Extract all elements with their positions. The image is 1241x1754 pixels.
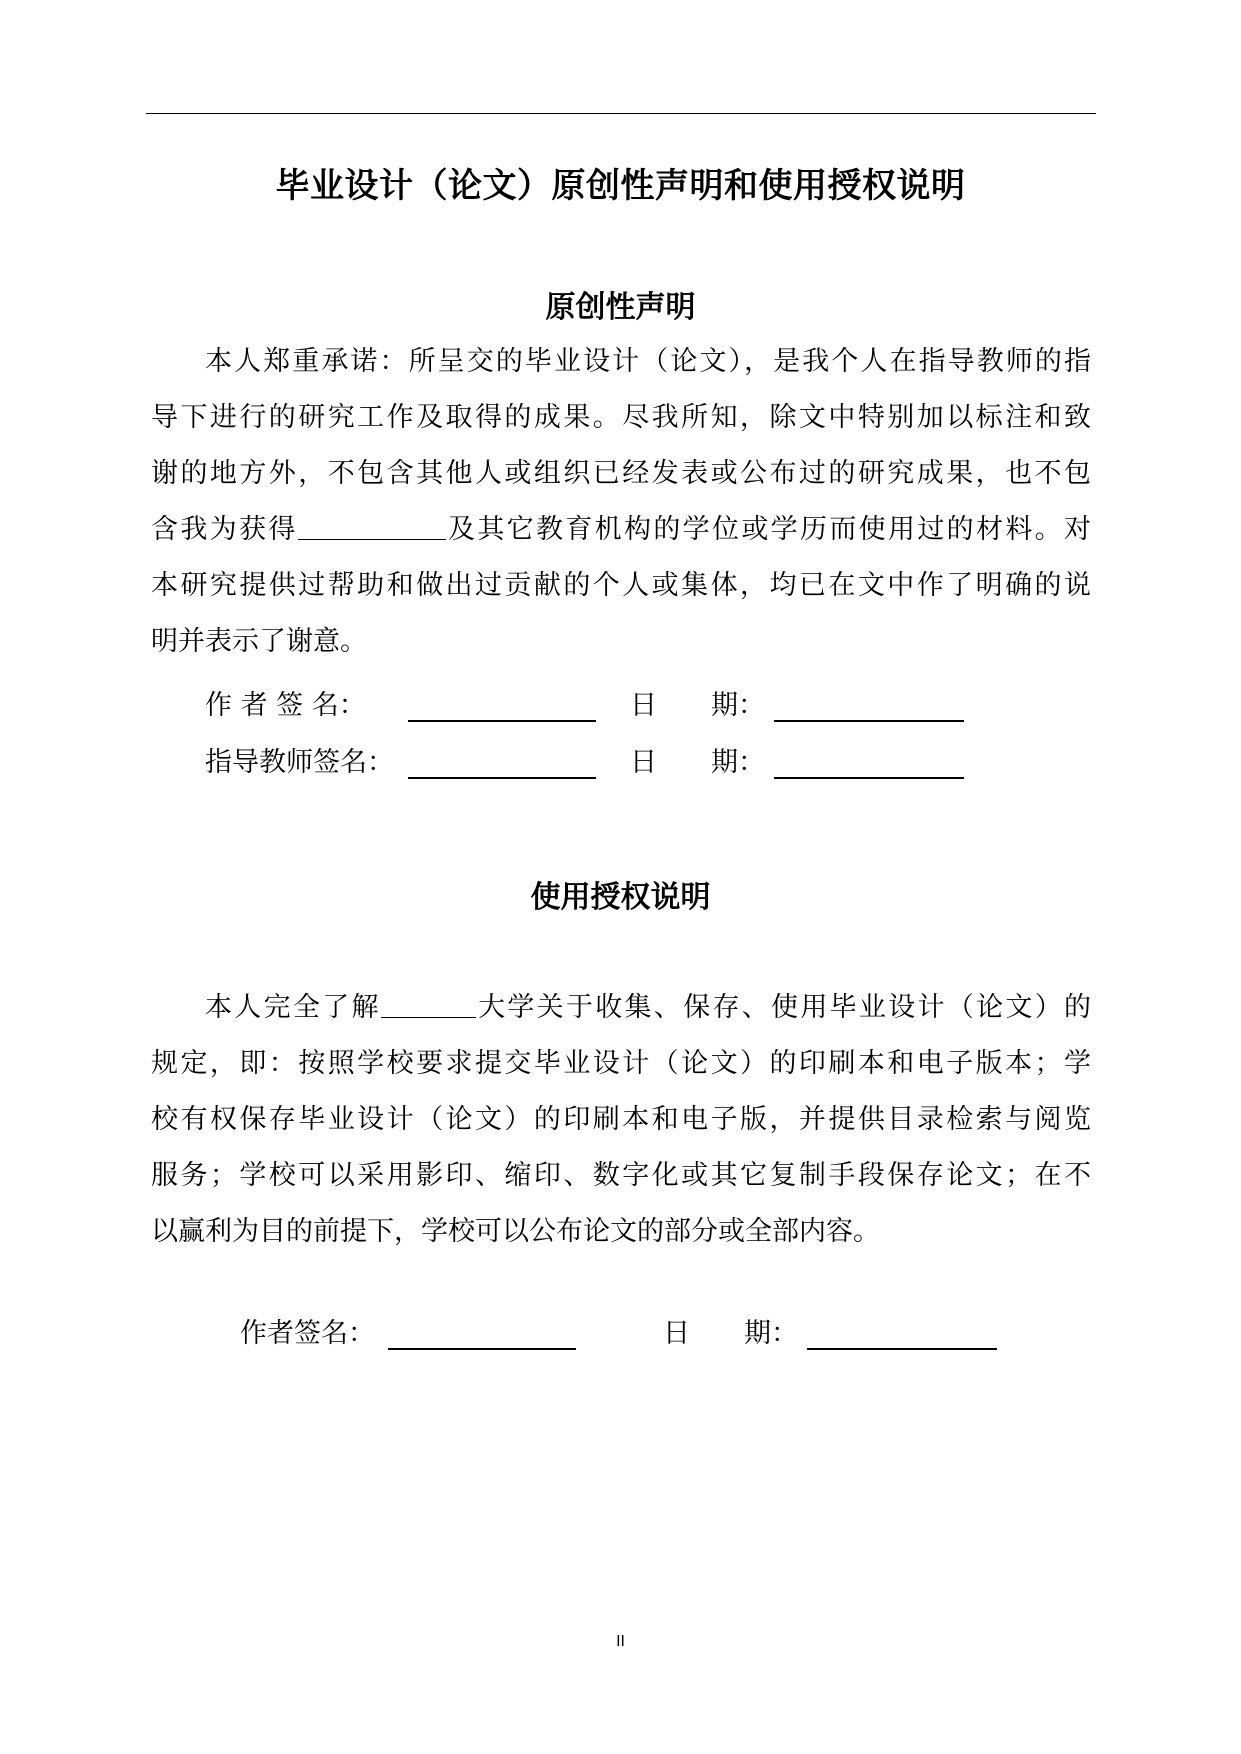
institution-blank[interactable] xyxy=(298,513,446,540)
originality-line-3: 谢的地方外，不包含其他人或组织已经发表或公布过的研究成果，也不包 xyxy=(151,458,1091,489)
authorization-line-1 xyxy=(151,980,1091,1036)
authorization-line-2: 规定，即：按照学校要求提交毕业设计（论文）的印刷本和电子版本；学 xyxy=(151,1048,1091,1079)
advisor-signature-field[interactable] xyxy=(408,743,596,779)
authorization-line-5: 以赢利为目的前提下，学校可以公布论文的部分或全部内容。 xyxy=(151,1216,880,1247)
authorization-line-3: 校有权保存毕业设计（论文）的印刷本和电子版，并提供目录检索与阅览 xyxy=(151,1104,1091,1135)
advisor-signature-row xyxy=(205,743,985,783)
authorization-signature-row xyxy=(240,1314,1020,1354)
author-signature-label: 作 者 签 名： xyxy=(205,690,366,721)
page-title: 毕业设计（论文）原创性声明和使用授权说明 xyxy=(275,166,966,206)
header-rule xyxy=(146,113,1096,114)
originality-line-4-start: 含我为获得 xyxy=(151,514,298,545)
originality-line-2: 导下进行的研究工作及取得的成果。尽我所知，除文中特别加以标注和致 xyxy=(151,402,1091,433)
author-date-field[interactable] xyxy=(774,686,964,722)
originality-line-1: 本人郑重承诺：所呈交的毕业设计（论文），是我个人在指导教师的指 xyxy=(205,346,1091,377)
authorization-line-1-start: 本人完全了解 xyxy=(205,992,381,1023)
originality-paragraph xyxy=(151,334,1091,670)
advisor-date-field[interactable] xyxy=(774,743,964,779)
authorization-date-label: 日 期： xyxy=(663,1318,798,1349)
page-number: II xyxy=(616,1632,625,1650)
authorization-heading: 使用授权说明 xyxy=(530,880,711,915)
date-label: 日 期： xyxy=(630,690,765,721)
originality-line-5: 本研究提供过帮助和做出过贡献的个人或集体，均已在文中作了明确的说 xyxy=(151,570,1091,601)
advisor-date-label: 日 期： xyxy=(630,747,765,778)
originality-line-4 xyxy=(151,502,1091,558)
author-signature-row xyxy=(205,686,985,726)
advisor-signature-label: 指导教师签名： xyxy=(205,747,394,778)
originality-heading: 原创性声明 xyxy=(545,290,696,325)
authorization-date-field[interactable] xyxy=(807,1314,997,1350)
university-blank[interactable] xyxy=(381,991,476,1018)
authorization-line-1-end: 大学关于收集、保存、使用毕业设计（论文）的 xyxy=(475,992,1092,1023)
authorization-paragraph xyxy=(151,980,1091,1260)
authorization-signature-field[interactable] xyxy=(388,1314,576,1350)
authorization-signature-label: 作者签名： xyxy=(240,1318,375,1349)
authorization-line-4: 服务；学校可以采用影印、缩印、数字化或其它复制手段保存论文；在不 xyxy=(151,1160,1091,1191)
originality-line-4-end: 及其它教育机构的学位或学历而使用过的材料。对 xyxy=(445,514,1092,545)
originality-line-6: 明并表示了谢意。 xyxy=(151,626,367,657)
author-signature-field[interactable] xyxy=(408,686,596,722)
